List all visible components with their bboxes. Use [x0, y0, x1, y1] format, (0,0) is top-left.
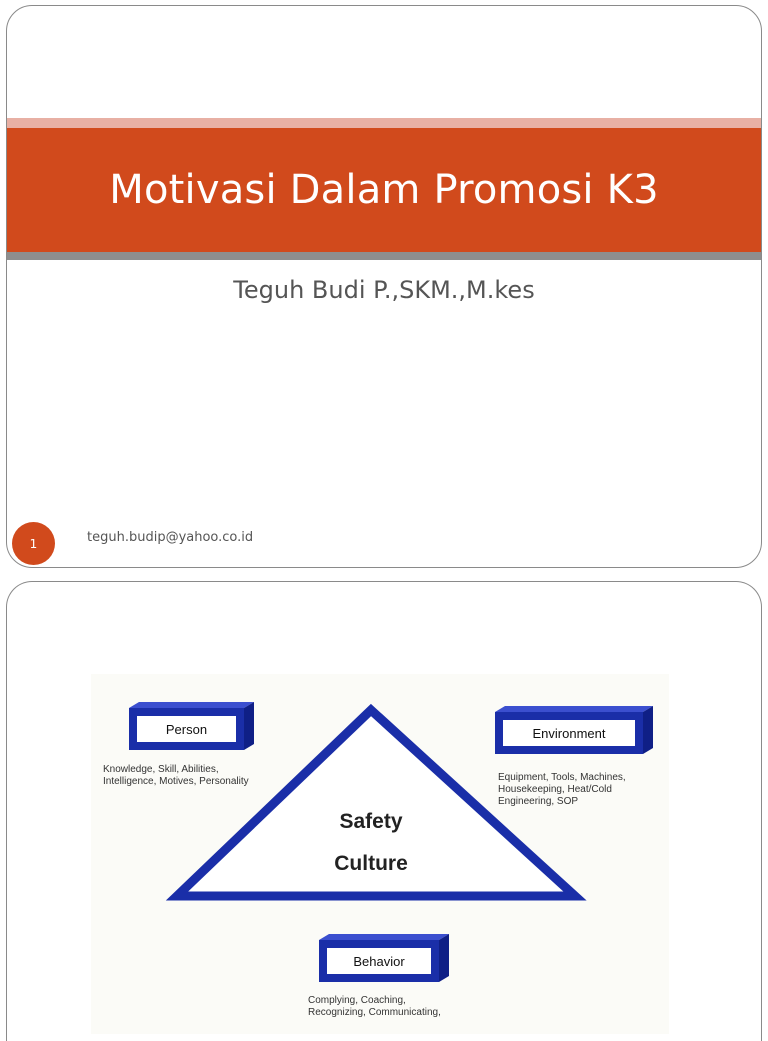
page-number: 1: [29, 536, 38, 551]
slide-title: Motivasi Dalam Promosi K3: [109, 167, 659, 213]
footer-email: teguh.budip@yahoo.co.id: [87, 530, 254, 545]
behavior-desc-line-1: Complying, Coaching,: [308, 995, 406, 1006]
person-desc-line-1: Knowledge, Skill, Abilities,: [103, 764, 219, 775]
environment-desc-line-3: Engineering, SOP: [498, 796, 579, 807]
slide-1: [6, 5, 762, 568]
title-top-band: [7, 118, 761, 128]
slide-2: [6, 581, 762, 1041]
center-text-line-1: Safety: [339, 810, 403, 833]
environment-label: Environment: [532, 726, 606, 741]
environment-desc-line-1: Equipment, Tools, Machines,: [498, 772, 626, 783]
behavior-label: Behavior: [353, 954, 405, 969]
person-desc-line-2: Intelligence, Motives, Personality: [103, 776, 249, 787]
title-bottom-band: [7, 252, 761, 260]
person-description: [103, 764, 303, 788]
safety-culture-diagram: [91, 674, 669, 1034]
behavior-description: [308, 995, 508, 1019]
title-band: [7, 128, 761, 252]
person-label: Person: [165, 722, 208, 737]
environment-desc-line-2: Housekeeping, Heat/Cold: [498, 784, 612, 795]
environment-description: [498, 772, 668, 808]
behavior-desc-line-2: Recognizing, Communicating,: [308, 1007, 441, 1018]
center-text-line-2: Culture: [334, 852, 408, 875]
slide-subtitle: Teguh Budi P.,SKM.,M.kes: [233, 276, 535, 304]
page-number-badge: [12, 522, 55, 565]
